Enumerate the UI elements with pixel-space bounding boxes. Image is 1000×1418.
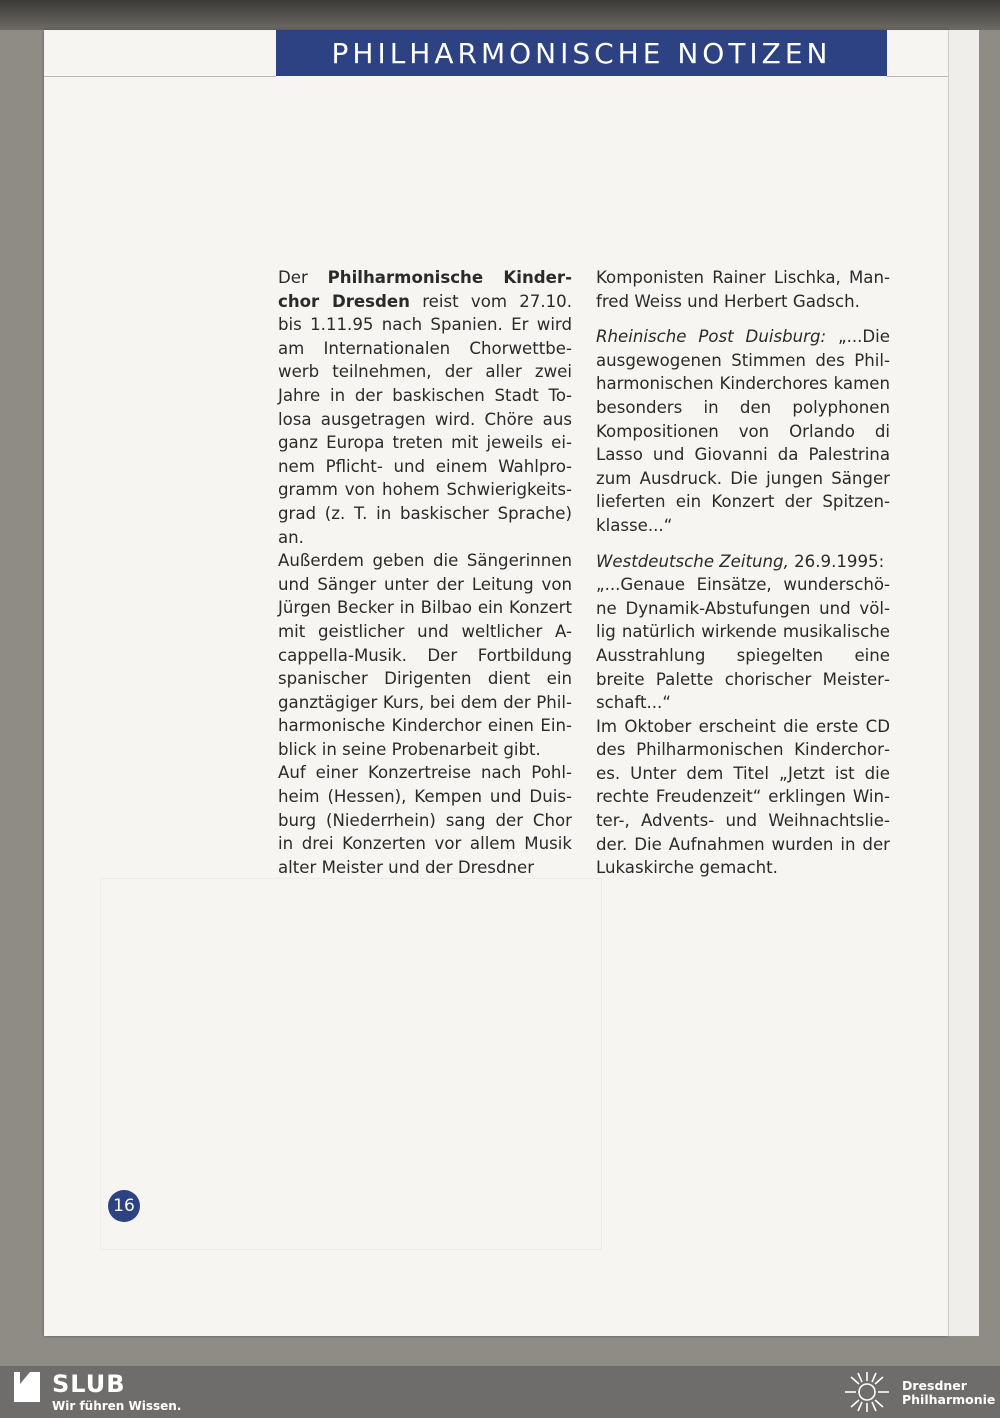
header-rule-left <box>44 76 276 77</box>
philharmonie-sunburst-icon[interactable] <box>842 1371 892 1413</box>
article-paragraph: Im Oktober erscheint die erste CD des Philharmonischen Kinderchores. Unter dem Titel „Jetzt ist die rechte Freudenzeit“ erklingen Winter-, Advents- und Weihnachtslieder. Die Aufnahmen wurden in der Lukaskirche gemacht. <box>596 716 890 878</box>
section-title: PHILHARMONISCHE NOTIZEN <box>331 36 832 70</box>
article-paragraph: Der Philharmonische Kinderchor Dresden reist vom 27.10. bis 1.11.95 nach Spanien. Er wird am Internationalen Chorwettbewerb teilnehmen, der aller zwei Jahre in der baskischen Stadt Tolosa ausgetragen wird. Chöre aus ganz Europa treten mit jeweils einem Pflicht- und einem Wahlprogramm von hohem Schwierigkeitsgrad (z. T. in baskischer Sprache) an. <box>278 268 573 547</box>
header-rule-right <box>887 76 948 77</box>
section-header <box>276 30 887 76</box>
page-number: 16 <box>113 1196 135 1216</box>
viewer-footer <box>0 1366 1000 1418</box>
library-name[interactable]: SLUB <box>52 1370 126 1398</box>
article-paragraph: Außerdem geben die Sängerinnen und Sänger unter der Leitung von Jürgen Becker in Bilbao ein Konzert mit geistlicher und weltlicher A-cappella-Musik. Der Fortbildung spanischer Dirigenten dient ein ganztägiger Kurs, bei dem der Philharmonische Kinderchor einen Einblick in seine Probenarbeit gibt. <box>278 551 572 759</box>
library-slogan: Wir führen Wissen. <box>52 1399 182 1413</box>
bleed-through-area <box>100 878 602 1250</box>
page-number-badge <box>108 1190 140 1222</box>
slub-logo-icon[interactable] <box>14 1372 40 1402</box>
press-source: Westdeutsche Zeitung, <box>596 551 789 571</box>
article-column-left <box>278 266 572 879</box>
press-quote: Rheinische Post Duisburg: „...Die ausgewogenen Stimmen des Philharmonischen Kinderchores kamen besonders in den polyphonen Kompositionen von Orlando di Lasso und Giovanni da Palestrina zum Ausdruck. Die jungen Sänger lieferten ein Konzert der Spitzenklasse...“ <box>596 327 890 535</box>
magazine-page <box>44 30 948 1336</box>
scan-background-top <box>0 0 1000 30</box>
article-paragraph: Auf einer Konzertreise nach Pohlheim (Hessen), Kempen und Duisburg (Niederrhein) sang der Chor in drei Konzerten vor allem Musik alter Meister und der Dresdner <box>278 763 572 877</box>
facing-page-edge <box>948 30 979 1336</box>
partner-name[interactable]: Dresdner Philharmonie <box>902 1378 996 1407</box>
article-paragraph: Komponisten Rainer Lischka, Manfred Weiss und Herbert Gadsch. <box>596 268 890 311</box>
press-quote: Westdeutsche Zeitung, 26.9.1995: „...Genaue Einsätze, wunderschöne Dynamik-Abstufungen und völlig natürlich wirkende musikalische Ausstrahlung spiegelten eine breite Palette chorischer Meisterschaft...“ <box>596 551 890 713</box>
article-column-right <box>596 266 890 880</box>
choir-name: Philharmonische Kinderchor Dresden <box>278 268 572 311</box>
press-source: Rheinische Post Duisburg: <box>596 327 827 347</box>
